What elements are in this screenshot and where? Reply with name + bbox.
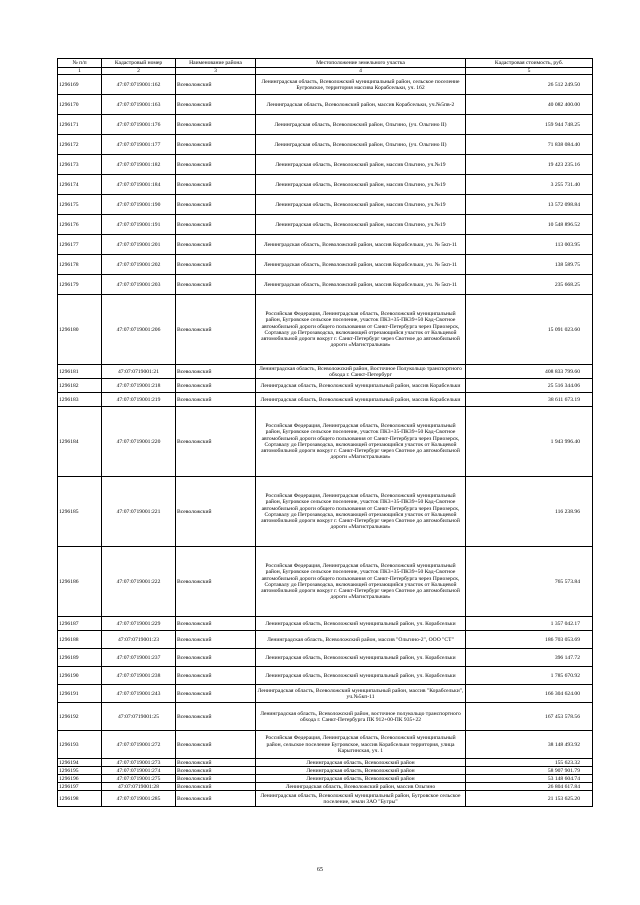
location: Российская Федерация, Ленинградская область, Всеволожский муниципальный район, Бугровское сельское поселение, участок ПК3+35-ПК39+50 Кад-Свотное автомобильной дороги общего пользования от Санкт-Петербурга через Приозерск, Сортавалу до Петрозаводска, включающей отрезающийся участок от Кольцевой автомобильной дороги вокруг г. Санкт-Петербург через Свотное до автомобильной дороги «Магистральная» — [256, 295, 466, 365]
cadastral-value: 159 944 748.25 — [466, 115, 593, 135]
district-name: Всеволожский — [176, 667, 256, 685]
table-row — [58, 775, 593, 783]
cadastral-value: 186 703 053.69 — [466, 631, 593, 649]
district-name: Всеволожский — [176, 115, 256, 135]
table-row — [58, 685, 593, 703]
location: Ленинградская область, Всеволожский муниципальный район, сельское поселение Бугровское, территория массива Корабсельки, уч. 162 — [256, 75, 466, 95]
row-number: 1296175 — [58, 195, 102, 215]
row-number: 1296197 — [58, 783, 102, 791]
cadastral-number: 47:07:0719001:238 — [102, 667, 176, 685]
table-row — [58, 649, 593, 667]
cadastral-value: 408 833 799.60 — [466, 365, 593, 379]
cadastral-number: 47:07:0719001:202 — [102, 255, 176, 275]
location: Ленинградская область, Всеволожский район, Ольгино, (уч. Ольгино II) — [256, 115, 466, 135]
cadastral-value: 38 148 493.92 — [466, 731, 593, 759]
location: Ленинградская область, Всеволожский район, массив Корабсельки, уч. № 5кп-11 — [256, 255, 466, 275]
district-name: Всеволожский — [176, 759, 256, 767]
row-number: 1296185 — [58, 477, 102, 547]
cadastral-number: 47:07:0719001:190 — [102, 195, 176, 215]
district-name: Всеволожский — [176, 365, 256, 379]
cadastral-number: 47:07:0719001:23 — [102, 631, 176, 649]
district-name: Всеволожский — [176, 631, 256, 649]
location: Ленинградская область, Всеволожский район, восточное полукольцо транспортного обхода г. Санкт-Петербурга ПК 912+00-ПК 935+22 — [256, 703, 466, 731]
cadastral-number: 47:07:0719001:219 — [102, 393, 176, 407]
page-number: 65 — [317, 867, 323, 873]
location: Ленинградская область, Всеволожский район, Ольгино, (уч. Ольгино II) — [256, 135, 466, 155]
cadastral-value: 26 512 249.50 — [466, 75, 593, 95]
cadastral-value: 38 611 673.19 — [466, 393, 593, 407]
district-name: Всеволожский — [176, 215, 256, 235]
district-name: Всеволожский — [176, 791, 256, 807]
cadastral-value: 167 453 578.56 — [466, 703, 593, 731]
header-cadastral-number: Кадастровый номер — [102, 59, 176, 68]
district-name: Всеволожский — [176, 731, 256, 759]
table-row — [58, 155, 593, 175]
row-number: 1296191 — [58, 685, 102, 703]
district-name: Всеволожский — [176, 775, 256, 783]
table-row — [58, 135, 593, 155]
cadastral-number: 47:07:0719001:191 — [102, 215, 176, 235]
cadastral-number: 47:07:0719001:218 — [102, 379, 176, 393]
table-row — [58, 115, 593, 135]
cadastral-value: 40 082 400.00 — [466, 95, 593, 115]
location: Российская Федерация, Ленинградская область, Всеволожский муниципальный район, Бугровское сельское поселение, участок ПК3+35-ПК39+50 Кад-Свотное автомобильной дороги общего пользования от Санкт-Петербурга через Приозерск, Сортавалу до Петрозаводска, включающей отрезающийся участок от Кольцевой автомобильной дороги вокруг г. Санкт-Петербург через Свотное до автомобильной дороги «Магистральная» — [256, 407, 466, 477]
cadastral-number: 47:07:0719001:237 — [102, 649, 176, 667]
table-row — [58, 667, 593, 685]
column-number: 3 — [176, 68, 256, 75]
cadastral-value: 15 091 023.60 — [466, 295, 593, 365]
district-name: Всеволожский — [176, 95, 256, 115]
row-number: 1296176 — [58, 215, 102, 235]
table-row — [58, 365, 593, 379]
row-number: 1296181 — [58, 365, 102, 379]
row-number: 1296190 — [58, 667, 102, 685]
district-name: Всеволожский — [176, 275, 256, 295]
district-name: Всеволожский — [176, 393, 256, 407]
location: Ленинградская область, Всеволожский район — [256, 767, 466, 775]
location: Ленинградская область, Всеволожский район, массив Ольгино, уч.№19 — [256, 175, 466, 195]
cadastral-number: 47:07:0719001:222 — [102, 547, 176, 617]
district-name: Всеволожский — [176, 255, 256, 275]
cadastral-value: 1 357 042.17 — [466, 617, 593, 631]
row-number: 1296198 — [58, 791, 102, 807]
location: Ленинградская область, Всеволожский район, Восточное Полукольцо транспортного обхода г. Санкт-Петербург — [256, 365, 466, 379]
cadastral-number: 47:07:0719001:229 — [102, 617, 176, 631]
row-number: 1296196 — [58, 775, 102, 783]
table-row — [58, 235, 593, 255]
district-name: Всеволожский — [176, 155, 256, 175]
district-name: Всеволожский — [176, 75, 256, 95]
district-name: Всеволожский — [176, 235, 256, 255]
district-name: Всеволожский — [176, 649, 256, 667]
location: Ленинградская область, Всеволожский район, массив Ольгино, уч.№19 — [256, 195, 466, 215]
cadastral-value: 19 423 235.16 — [466, 155, 593, 175]
cadastral-value: 396 147.72 — [466, 649, 593, 667]
cadastral-value: 166 304 624.00 — [466, 685, 593, 703]
cadastral-value: 113 003.95 — [466, 235, 593, 255]
district-name: Всеволожский — [176, 767, 256, 775]
row-number: 1296187 — [58, 617, 102, 631]
header-cadastral-value: Кадастровая стоимость, руб. — [466, 59, 593, 68]
table-row — [58, 175, 593, 195]
column-number: 5 — [466, 68, 593, 75]
cadastral-value: 26 804 617.84 — [466, 783, 593, 791]
location: Ленинградская область, Всеволожский муниципальный район, уч. Корабсельки — [256, 667, 466, 685]
column-number: 2 — [102, 68, 176, 75]
cadastral-value: 1 785 670.92 — [466, 667, 593, 685]
table-row — [58, 731, 593, 759]
location: Ленинградская область, Всеволожский район, массив Ольгино — [256, 783, 466, 791]
table-row — [58, 393, 593, 407]
table-row — [58, 617, 593, 631]
location: Ленинградская область, Всеволожский район — [256, 759, 466, 767]
row-number: 1296188 — [58, 631, 102, 649]
column-number: 1 — [58, 68, 102, 75]
table-row — [58, 791, 593, 807]
cadastral-value: 765 573.84 — [466, 547, 593, 617]
cadastral-value: 235 668.25 — [466, 275, 593, 295]
row-number: 1296193 — [58, 731, 102, 759]
table-row — [58, 95, 593, 115]
cadastral-number: 47:07:0719001:201 — [102, 235, 176, 255]
table-row — [58, 407, 593, 477]
table-row — [58, 379, 593, 393]
district-name: Всеволожский — [176, 407, 256, 477]
table-row — [58, 547, 593, 617]
row-number: 1296180 — [58, 295, 102, 365]
cadastral-number: 47:07:0719001:184 — [102, 175, 176, 195]
cadastral-value: 25 516 344.06 — [466, 379, 593, 393]
location: Ленинградская область, Всеволожский муниципальный район, Бугровское сельское поселение, земли ЗАО "Бугры" — [256, 791, 466, 807]
cadastral-number: 47:07:0719001:203 — [102, 275, 176, 295]
location: Российская Федерация, Ленинградская область, Всеволожский муниципальный район, Бугровское сельское поселение, участок ПК3+35-ПК39+50 Кад-Свотное автомобильной дороги общего пользования от Санкт-Петербурга через Приозерск, Сортавалу до Петрозаводска, включающей отрезающийся участок от Кольцевой автомобильной дороги вокруг г. Санкт-Петербург через Свотное до автомобильной дороги «Магистральная» — [256, 547, 466, 617]
cadastral-number: 47:07:0719001:176 — [102, 115, 176, 135]
location: Ленинградская область, Всеволожский муниципальный район, массив "Корабсельки", уч.№5кп-11 — [256, 685, 466, 703]
row-number: 1296194 — [58, 759, 102, 767]
district-name: Всеволожский — [176, 617, 256, 631]
cadastral-value: 71 838 084.40 — [466, 135, 593, 155]
row-number: 1296171 — [58, 115, 102, 135]
row-number: 1296179 — [58, 275, 102, 295]
location: Ленинградская область, Всеволожский муниципальный район, массив Корабсельки — [256, 379, 466, 393]
cadastral-number: 47:07:0719001:221 — [102, 477, 176, 547]
location: Ленинградская область, Всеволожский муниципальный район, уч. Корабсельки — [256, 649, 466, 667]
row-number: 1296195 — [58, 767, 102, 775]
cadastral-value: 3 255 731.40 — [466, 175, 593, 195]
cadastral-value: 13 572 098.84 — [466, 195, 593, 215]
table-row — [58, 631, 593, 649]
cadastral-number: 47:07:0719001:25 — [102, 703, 176, 731]
location: Ленинградская область, Всеволожский муниципальный район, массив Корабсельки — [256, 393, 466, 407]
district-name: Всеволожский — [176, 783, 256, 791]
cadastral-number: 47:07:0719001:285 — [102, 791, 176, 807]
header-location: Местоположение земельного участка — [256, 59, 466, 68]
table-row — [58, 275, 593, 295]
cadastral-number: 47:07:0719001:273 — [102, 759, 176, 767]
cadastral-value-table — [57, 58, 593, 807]
district-name: Всеволожский — [176, 175, 256, 195]
location: Ленинградская область, Всеволожский район, массив "Ольгино-2", ООО "СТ" — [256, 631, 466, 649]
header-district: Наименование района — [176, 59, 256, 68]
cadastral-value: 58 907 901.79 — [466, 767, 593, 775]
cadastral-value: 138 589.75 — [466, 255, 593, 275]
district-name: Всеволожский — [176, 295, 256, 365]
cadastral-value: 21 153 625.20 — [466, 791, 593, 807]
row-number: 1296184 — [58, 407, 102, 477]
cadastral-number: 47:07:0719001:163 — [102, 95, 176, 115]
table-row — [58, 767, 593, 775]
table-row — [58, 75, 593, 95]
row-number: 1296182 — [58, 379, 102, 393]
location: Российская Федерация, Ленинградская область, Всеволожский муниципальный район, сельское поселение Бугровское, массив Корабсельки территория, улица Карыгинская, уч. 1 — [256, 731, 466, 759]
district-name: Всеволожский — [176, 703, 256, 731]
district-name: Всеволожский — [176, 547, 256, 617]
table-row — [58, 783, 593, 791]
cadastral-number: 47:07:0719001:272 — [102, 731, 176, 759]
location: Ленинградская область, Всеволожский район, массив Корабсельки, уч. № 5кп-11 — [256, 235, 466, 255]
location: Российская Федерация, Ленинградская область, Всеволожский муниципальный район, Бугровское сельское поселение, участок ПК3+35-ПК39+50 Кад-Свотное автомобильной дороги общего пользования от Санкт-Петербурга через Приозерск, Сортавалу до Петрозаводска, включающей отрезающийся участок от Кольцевой автомобильной дороги вокруг г. Санкт-Петербург через Свотное до автомобильной дороги «Магистральная» — [256, 477, 466, 547]
cadastral-value: 1 943 996.40 — [466, 407, 593, 477]
column-number: 4 — [256, 68, 466, 75]
table-row — [58, 759, 593, 767]
table-column-numbers-row — [58, 68, 593, 75]
table-row — [58, 477, 593, 547]
location: Ленинградская область, Всеволожский район, массив Корабсельки, уч.№5пв-2 — [256, 95, 466, 115]
table-row — [58, 195, 593, 215]
row-number: 1296186 — [58, 547, 102, 617]
cadastral-value: 155 623.32 — [466, 759, 593, 767]
row-number: 1296178 — [58, 255, 102, 275]
row-number: 1296177 — [58, 235, 102, 255]
cadastral-value: 116 238.96 — [466, 477, 593, 547]
table-row — [58, 703, 593, 731]
table-row — [58, 295, 593, 365]
cadastral-number: 47:07:0719001:274 — [102, 767, 176, 775]
location: Ленинградская область, Всеволожский район — [256, 775, 466, 783]
cadastral-number: 47:07:0719001:177 — [102, 135, 176, 155]
cadastral-number: 47:07:0719001:21 — [102, 365, 176, 379]
row-number: 1296173 — [58, 155, 102, 175]
district-name: Всеволожский — [176, 477, 256, 547]
table-row — [58, 255, 593, 275]
row-number: 1296169 — [58, 75, 102, 95]
row-number: 1296174 — [58, 175, 102, 195]
cadastral-number: 47:07:0719001:162 — [102, 75, 176, 95]
district-name: Всеволожский — [176, 379, 256, 393]
location: Ленинградская область, Всеволожский муниципальный район, уч. Корабсельки — [256, 617, 466, 631]
row-number: 1296189 — [58, 649, 102, 667]
header-num: № п/п — [58, 59, 102, 68]
row-number: 1296172 — [58, 135, 102, 155]
location: Ленинградская область, Всеволожский район, массив Корабсельки, уч. № 5кп-11 — [256, 275, 466, 295]
row-number: 1296183 — [58, 393, 102, 407]
cadastral-number: 47:07:0719001:220 — [102, 407, 176, 477]
location: Ленинградская область, Всеволожский район, массив Ольгино, уч.№19 — [256, 215, 466, 235]
row-number: 1296192 — [58, 703, 102, 731]
cadastral-value: 10 548 896.52 — [466, 215, 593, 235]
cadastral-number: 47:07:0719001:206 — [102, 295, 176, 365]
table-row — [58, 215, 593, 235]
location: Ленинградская область, Всеволожский район, массив Ольгино, уч.№19 — [256, 155, 466, 175]
cadastral-value: 53 148 604.74 — [466, 775, 593, 783]
cadastral-number: 47:07:0719001:28 — [102, 783, 176, 791]
row-number: 1296170 — [58, 95, 102, 115]
cadastral-number: 47:07:0719001:182 — [102, 155, 176, 175]
district-name: Всеволожский — [176, 135, 256, 155]
cadastral-number: 47:07:0719001:243 — [102, 685, 176, 703]
district-name: Всеволожский — [176, 195, 256, 215]
district-name: Всеволожский — [176, 685, 256, 703]
table-header-row — [58, 59, 593, 68]
cadastral-number: 47:07:0719001:275 — [102, 775, 176, 783]
